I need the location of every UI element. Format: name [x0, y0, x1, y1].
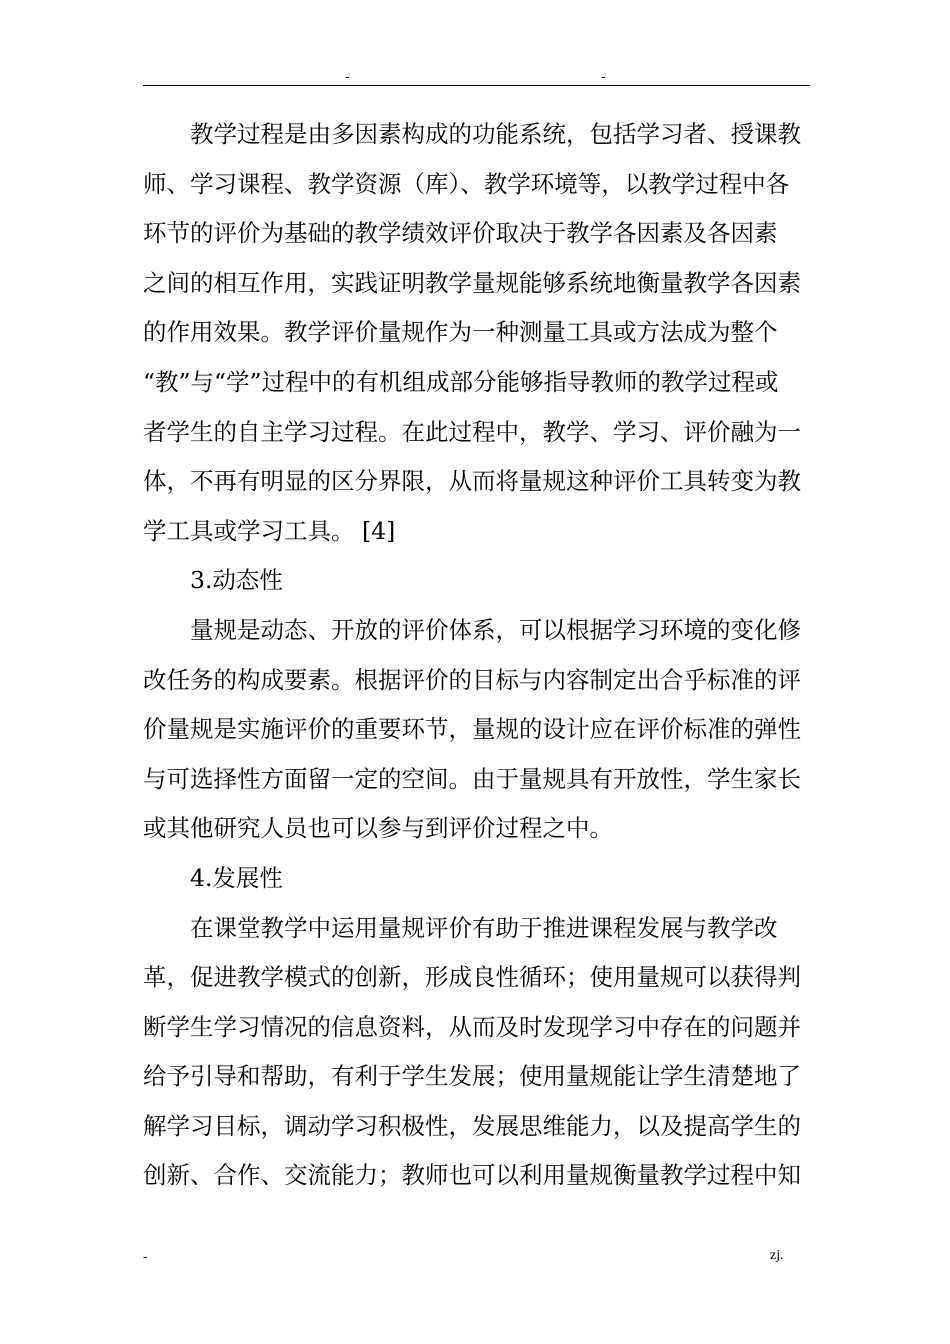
text-line: “教”与“学”过程中的有机组成部分能够指导教师的教学过程或 [143, 367, 779, 396]
text-line: 断学生学习情况的信息资料，从而及时发现学习中存在的问题并 [143, 1012, 801, 1041]
text-line: 在课堂教学中运用量规评价有助于推进课程发展与教学改 [190, 913, 778, 942]
footer-right-mark: zj. [770, 1248, 784, 1263]
text-line: 与可选择性方面留一定的空间。由于量规具有开放性，学生家长 [143, 764, 801, 793]
text-line: 革，促进教学模式的创新，形成良性循环；使用量规可以获得判 [143, 963, 801, 992]
text-line: 3.动态性 [190, 566, 283, 595]
text-line: 改任务的构成要素。根据评价的目标与内容制定出合乎标准的评 [143, 665, 801, 694]
text-line: 解学习目标，调动学习积极性，发展思维能力，以及提高学生的 [143, 1111, 801, 1140]
text-line: 量规是动态、开放的评价体系，可以根据学习环境的变化修 [190, 615, 801, 644]
text-line: 环节的评价为基础的教学绩效评价取决于教学各因素及各因素 [143, 219, 778, 248]
text-line: 教学过程是由多因素构成的功能系统，包括学习者、授课教 [190, 120, 801, 148]
header-mark-right: - [601, 68, 606, 84]
text-line: 之间的相互作用，实践证明教学量规能够系统地衡量教学各因素 [143, 268, 801, 297]
header-mark-left: - [345, 68, 350, 84]
text-line: 体，不再有明显的区分界限，从而将量规这种评价工具转变为教 [143, 467, 801, 496]
text-line: 给予引导和帮助，有利于学生发展；使用量规能让学生清楚地了 [143, 1062, 801, 1091]
text-line: 学工具或学习工具。 [4] [143, 516, 396, 545]
text-line: 或其他研究人员也可以参与到评价过程之中。 [143, 814, 613, 843]
text-line: 师、学习课程、教学资源（库）、教学环境等，以教学过程中各 [143, 169, 790, 198]
text-line: 4.发展性 [190, 863, 283, 892]
footer-left-mark: - [143, 1248, 148, 1264]
text-line: 的作用效果。教学评价量规作为一种测量工具或方法成为整个 [143, 318, 778, 347]
header-rule [143, 85, 810, 86]
text-line: 创新、合作、交流能力；教师也可以利用量规衡量教学过程中知 [143, 1161, 801, 1190]
text-line: 价量规是实施评价的重要环节，量规的设计应在评价标准的弹性 [143, 715, 801, 744]
document-body [143, 110, 811, 1201]
text-line: 者学生的自主学习过程。在此过程中，教学、学习、评价融为一 [143, 417, 801, 446]
